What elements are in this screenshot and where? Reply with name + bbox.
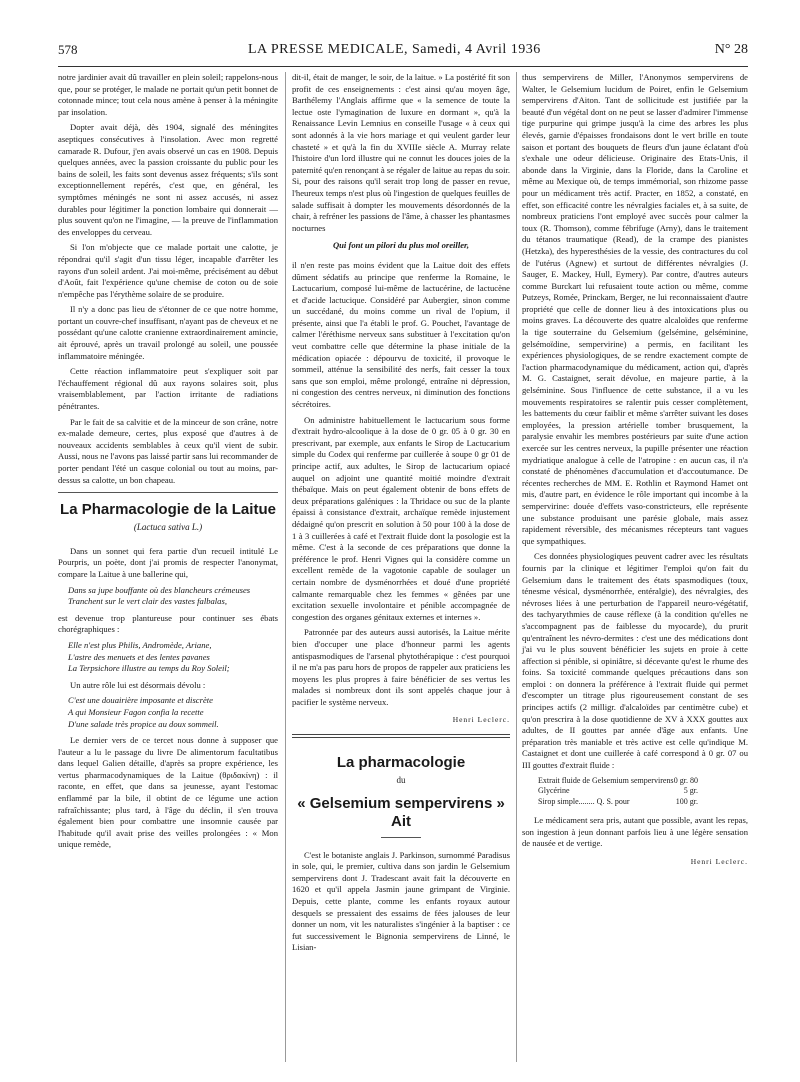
verse-line: L'astre des menuets et des lentes pavanes [68,651,210,662]
body-paragraph: Patronnée par des auteurs aussi autorisés, la Laitue mérite bien d'occuper une place d'honneur parmi les agents antispasmodiques de l'arsenal phytothérapique : c'est pourquoi il ne m'a pas paru hors de propos de rappeler aux praticiens les moyens les plus propres à faire bénéficier de ses vertus les malades si nombreux dont ils sont appelés chaque jour à pacifier le système nerveux. [292,627,510,707]
verse-line: C'est une douairière imposante et discrète [68,695,213,706]
body-paragraph: il n'en reste pas moins évident que la Laitue doit des effets dûment sédatifs au principe que renferme la Romaine, le Lactucarium, composé lui-même de lactucérine, de lactucène et d'acide lactucique. Considéré par Aubergier, sinon comme un succédané, du moins comme un rival de l'opium, il présente, ainsi que l'a établi le prof. G. Pouchet, l'avantage de calmer l'éréthisme nerveux sans substituer à l'excitation qu'on veut combattre celle que détermine la phase initiale de la médication opiacée : dépourvu de toxicité, il provoque le sommeil, atténue la sensibilité des nerfs, fait cesser la toux sans que son emploi, même prolongé, entraîne ni dépression, ni congestion des centres nerveux, ni diminution des fonctions sécrétoires. [292,259,510,410]
formula-row [538,776,698,787]
body-paragraph: Le médicament sera pris, autant que possible, avant les repas, son ingestion à jeun donnant parfois lieu à une légère sensation de nausée et de vertige. [522,815,748,849]
author-signature: Henri Leclerc. [452,715,510,725]
formula-quantity: 0 gr. 80 [673,775,698,785]
body-paragraph: C'est le botaniste anglais J. Parkinson, surnommé Paradisus in sole, qui, le premier, cultiva dans son jardin le Gelsemium sempervirens dont J. Tradescant avait fait la découverte en 1620 et qu'il appela Jasmin jaune grimpant de Virginie. Depuis, cette plante, comme les enfants royaux autour desquels se pressaient des essaims de fées jalouses de leur donner un nom, vit les naturalistes s'ingénier à la baptiser : ce fut successivement le Bignonia sempervirens de Linné, le Lisian- [292,849,510,953]
column-middle [292,72,510,958]
formula-label: Glycérine [538,786,570,796]
verse-line: Elle n'est plus Philis, Andromède, Ariane, [68,639,212,650]
article2-title: La pharmacologie [336,754,466,772]
page-header [58,42,748,66]
article2-title-du: du [396,775,406,786]
formula-row [538,797,698,808]
body-paragraph: Si l'on m'objecte que ce malade portait une calotte, je répondrai qu'il s'agit d'un tissu léger, incapable d'arrêter les rayons d'un soleil ardent. J'ai moi-même, précisément au début d'Août, fait l'expérience qu'une chemise de coton ou de soie n'empêche pas l'érythème solaire de se produire. [58,242,278,299]
journal-title: LA PRESSE MEDICALE, Samedi, 4 Avril 1936 [248,42,541,57]
body-paragraph: notre jardinier avait dû travailler en plein soleil; rappelons-nous que, pour se protéger, le malade ne portait qu'un petit bonnet de cotonnade mince; tout cela nous amène à penser à la méningite par insolation. [58,72,278,117]
article-separator [292,734,510,738]
title-rule [381,837,421,838]
formula-label: Sirop simple........ Q. S. pour [538,796,630,806]
body-paragraph: Cette réaction inflammatoire peut s'expliquer soit par l'échauffement régional dû aux rayons solaires soit, plus vraisemblablement, par l'action irritante de radiations pénétrantes. [58,366,278,412]
column-right [522,72,748,876]
prescription-formula [538,776,748,808]
formula-quantity: 100 gr. [675,796,698,806]
verse-line: La Terpsichore illustre au temps du Roy Soleil; [68,663,230,674]
article2-title-plant: « Gelsemium sempervirens » Ait [297,794,505,830]
body-paragraph: Un autre rôle lui est désormais dévolu : [70,679,206,690]
body-paragraph: dit-il, était de manger, le soir, de la laitue. » La postérité fit son profit de ces enseignements : c'est ainsi qu'au moyen âge, Barthélemy l'Anglais affirme que « la semence de toute la lectue oste l'ymagination de luxure en dormant », qu'à la Renaissance Levin Lemnius en conseille l'usage « à ceux qui sont adonnés à la vie hors mariage et qui veulent garder leur chasteté » et qu'à la fin du XVIIIe siècle A. Murray relate l'histoire d'un lord illustre qui ne connut les douces joies de la paternité qu'en renonçant à se régaler de laitue au repas du soir. Si, pour des raisons qu'il serait trop long de passer en revue, l'heureux temps n'est plus où l'ingestion de quelques feuilles de salade suffisait à dompter les mouvements désordonnés de la chair, à refréner les passions de l'âme, à chasser les phantasmes nocturnes [292,72,510,233]
body-paragraph: Dans un sonnet qui fera partie d'un recueil intitulé Le Pourpris, un poète, dont j'ai promis de respecter l'anonymat, compare la Laitue à une ballerine qui, [58,545,278,579]
verse-line: Dans sa jupe bouffante où des blancheurs crémeuses [68,584,251,595]
verse-block [68,695,278,730]
body-paragraph: Le dernier vers de ce tercet nous donne à supposer que l'auteur a lu le passage du livre De alimentorum facultatibus dans lequel Galien détaille, d'après sa propre expérience, les vertus pharmacodynamiques de la Laitue (θριδακίνη) : il raconte, en effet, que dans sa jeunesse, ayant l'estomac enflammé par la bile, il obtint de ce légume une action rafraîchissante; plus tard, à l'âge du déclin, il s'en trouva également bien pour combattre une insomnie causée par l'habitude qu'il avait prise des veilles prolongées : « Mon unique remède, [58,735,278,850]
formula-label: Extrait fluide de Gelsemium sempervirens [538,775,674,785]
column-divider [516,72,517,1062]
column-divider [285,72,286,1062]
body-paragraph: Dopter avait déjà, dès 1904, signalé des méningites aseptiques consécutives à l'insolation. Avec mon regretté camarade R. Dufour, j'en avais observé un cas en 1908. Depuis quelques années, avec la passion croissante du public pour les bains de soleil, les faits sont devenus assez fréquents; s'ils sont exceptionnellement repérés, c'est que, en général, les symptômes méningés ne sont ni assez accusés, ni assez durables pour légitimer la ponction lombaire qui donnerait — plus souvent qu'on ne l'imagine, — la preuve de l'inflammation des enveloppes du cerveau. [58,122,278,237]
page-number: 578 [58,42,78,57]
issue-number: N° 28 [714,42,748,57]
body-paragraph: thus sempervirens de Miller, l'Anonymos sempervirens de Walter, le Gelsemium lucidum de Poiret, enfin le Gelsemium sempervirens d'Aiton. Tant de sollicitude est justifiée par la beauté d'un végétal dont on ne peut se lasser d'admirer l'immense tige purpurine qui grimpe jusqu'à la cime des arbres les plus élevés, garnie d'épaisses frondaisons dont le vert brille en toute saison et portant des bouquets de fleurs d'un jaune éclatant d'où s'exhale une odeur délicieuse. Originaire des Etats-Unis, il abonde dans la Virginie, dans la Floride, dans la Caroline et même au Mexique où, de temps immémorial, son rhizome passe pour un médicament très actif. Practer, en 1852, a constaté, en effet, son efficacité contre les névralgies faciales et, à sa suite, de nombreux praticiens l'ont employé avec succès pour calmer la toux (R. Thomson), comme fébrifuge (Arny), dans le traitement du tétanos traumatique (Read), de la crampe des pianistes (Hetzka), des hyperesthésies de la vessie, des contractures du col de l'utérus (Agnew) et surtout de différentes névralgies (J. Sauger, E. Mackey, Hull, Eymery). Par contre, d'autres auteurs comme Burckart lui refusaient toute action ou même, comme Putzeys, Romée, Princkam, Berger, ne lui reconnaissaient d'autre propriété que celle de donner lieu à des intoxications plus ou moins graves. La découverte des quatre alcaloïdes que renferme la tige souterraine du Gelsemium (gelsémine, gelséminine, gelsémoïdine, sempervirine) a permis, en facilitant les expériences physiologiques, de se rendre exactement compte de l'action pharmacodynamique du médicament, action qui, d'après M. G. Castaignet, serait dévolue, en majeure partie, à la gelséminine. Sous l'influence de cette substance, il a vu les mouvements respiratoires se ralentir puis cesser complètement, les battements du cœur faiblir et même s'arrêter suivant les doses employées, la pression artérielle tomber brusquement, la paralysie envahir les membres postérieurs par suite d'une action exercée sur les centres nerveux, la pupille présenter une réaction mydriatique analogue à celle de l'atropine : en aucun cas, il n'a constaté de phénomènes d'accumulation et d'accoutumance. De récentes recherches de MM. E. Rothlin et Raymond Hamet ont mis, d'autre part, en évidence le rôle important qui incombe à la sempervirine: douée d'effets vaso-constricteurs, elle représente une substance produisant une parésie globale, mais assez rapidement réversible, des mécanismes récepteurs tant vagues que sympathiques. [522,72,748,546]
article-title: La Pharmacologie de la Laitue [60,501,276,519]
body-paragraph: Il n'y a donc pas lieu de s'étonner de ce que notre homme, portant un couvre-chef insuffisant, n'ayant pas de cheveux et ne possédant qu'une calotte cranienne extraordinairement amincie, ait éprouvé, après un travail prolongé au soleil, une poussée inflammatoire méningée. [58,304,278,361]
column-left [58,72,278,855]
verse-line: D'une salade très propice au doux sommeil. [68,718,219,729]
body-paragraph: Par le fait de sa calvitie et de la minceur de son crâne, notre ex-malade demeure, certes, plus exposé que d'autres à de nouveaux accidents semblables à ceux qu'il vient de subir. Aussi, nous ne l'avons pas laissé partir sans lui recommander de porter pendant l'été un casque colonial ou tout au moins, par-dessus sa calotte, un bon chapeau. [58,416,278,485]
verse-line: A qui Monsieur Fagon confia la recette [68,706,204,717]
body-paragraph: Ces données physiologiques peuvent cadrer avec les résultats fournis par la clinique et légitimer l'emploi qu'on fait du Gelsemium dans le traitement des états spasmodiques (toux, ténesme vésical, dysménorrhée, entéralgie), des névralgies, des névroses liées à une perturbation de l'appareil neuro-végétatif, des tachyarythmies de cause réflexe (à la condition qu'elles ne s'accompagnent pas de faiblesse du myocarde), du prurit qu'entraînent les névro-dermites : c'est une des médications dont j'ai vu le plus souvent bénéficier les sujets en proie à cette affection si pénible, si opiniâtre, si décevante qu'est le rhume des foins. Sa toxicité commande quelques précautions dans son emploi : on donnera la préférence à l'extrait fluide qui permet d'escompter un titrage plus rigoureusement constant de ses principes actifs (2 milligr. d'alcaloïdes par centimètre cube) et qu'on prescrira à la dose quotidienne de XV à XXX gouttes aux adultes, de II gouttes par année d'âge aux enfants. Une préparation très maniable et très active est celle qu'indique M. Castaignet et dont une cuillerée à café correspond à 0 gr. 07 ou III gouttes d'extrait fluide : [522,551,748,771]
article-subtitle: (Lactuca sativa L.) [133,522,203,533]
verse-line: Tranchent sur le vert clair des vastes falbalas, [68,596,227,607]
verse-block [68,585,278,608]
body-paragraph: est devenue trop planturеuse pour continuer ses ébats chorégraphiques : [58,612,278,635]
formula-quantity: 5 gr. [683,786,698,796]
verse-block [68,640,278,675]
article-separator [58,492,278,493]
author-signature: Henri Leclerc. [690,856,748,866]
verse-quote: Qui font un pilori du plus mol oreiller, [332,240,470,251]
body-paragraph: On administre habituellement le lactucarium sous forme d'extrait hydro-alcoolique à la dose de 0 gr. 05 à 0 gr. 30 en prescrivant, par exemple, aux enfants le Sirop de Lactucarium simple du Codex qui renferme par cuillerée à soupe 0 gr 01 de principe actif, aux adultes, le Sirop de lactucarium opiacé auquel on adjoint une quantité moitié moindre d'extrait thébaïque. Mais on peut également obtenir de bons effets de deux préparations galéniques : la Thridace ou suc de la plante épaissi à consistance d'extrait, archaïque remède injustement dédaigné qu'on prescrit en solution à 50 pour 100 à la dose de 1 à 3 cuillerées à café et l'extrait fluide dont la posologie est la même. C'est à la seconde de ces préparations que donne la préférence le prof. Henri Vignes qui la considère comme un excellent remède de la vagotonie capable de soulager un certain nombre de dysménorrhées et doué d'une propriété calmante remarquable chez les femmes « gênées par une excitation sexuelle involontaire et pénible accompagnée de congestion des organes génitaux externes et internes ». [292,414,510,622]
header-rule [58,66,748,67]
formula-row [538,786,698,797]
